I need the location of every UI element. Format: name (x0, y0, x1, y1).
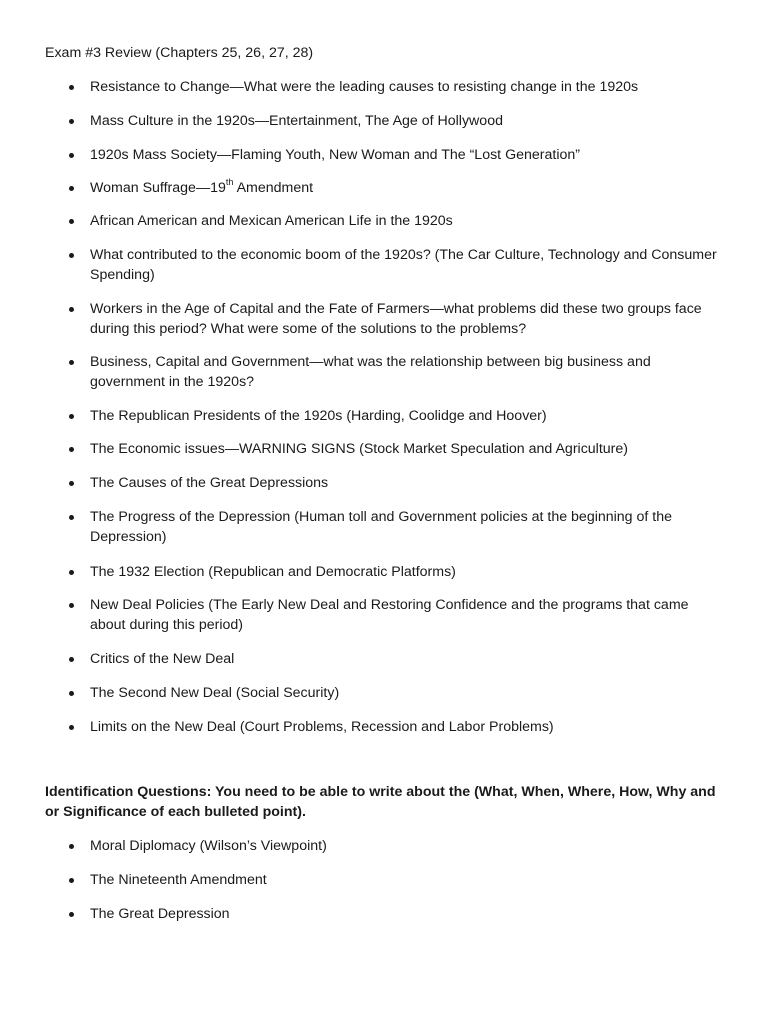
suffrage-text: Woman Suffrage—19 (90, 180, 226, 196)
list-item: The Republican Presidents of the 1920s (Harding, Coolidge and Hoover) (90, 406, 720, 426)
identification-heading: Identification Questions: You need to be able to write about the (What, When, Where, How, Why and or Significance of each bulleted point). (45, 784, 716, 820)
list-item: African American and Mexican American Life in the 1920s (90, 211, 720, 231)
suffrage-tail: Amendment (233, 180, 314, 196)
list-item: 1920s Mass Society—Flaming Youth, New Woman and The “Lost Generation” (90, 145, 720, 165)
page-title: Exam #3 Review (Chapters 25, 26, 27, 28) (45, 45, 314, 61)
list-item: What contributed to the economic boom of the 1920s? (The Car Culture, Technology and Consumer Spending) (90, 245, 720, 285)
list-item: The Nineteenth Amendment (90, 870, 720, 890)
list-item: Resistance to Change—What were the leading causes to resisting change in the 1920s (90, 77, 720, 97)
list-item: Workers in the Age of Capital and the Fate of Farmers—what problems did these two groups face during this period? What were some of the solutions to the problems? (90, 299, 720, 339)
list-item: The Progress of the Depression (Human toll and Government policies at the beginning of the Depression) (90, 507, 720, 547)
list-item: The Economic issues—WARNING SIGNS (Stock Market Speculation and Agriculture) (90, 439, 720, 459)
list-item: The Second New Deal (Social Security) (90, 683, 720, 703)
list-item: Business, Capital and Government—what was the relationship between big business and government in the 1920s? (90, 352, 720, 392)
list-item: New Deal Policies (The Early New Deal and Restoring Confidence and the programs that came about during this period) (90, 595, 720, 635)
list-item: Limits on the New Deal (Court Problems, Recession and Labor Problems) (90, 717, 720, 737)
list-item: The Causes of the Great Depressions (90, 473, 720, 493)
list-item: Mass Culture in the 1920s—Entertainment, The Age of Hollywood (90, 111, 720, 131)
superscript: th (225, 177, 234, 188)
list-item: Moral Diplomacy (Wilson’s Viewpoint) (90, 836, 720, 856)
list-item-suffrage (90, 178, 720, 198)
list-item: The Great Depression (90, 904, 720, 924)
list-item: Critics of the New Deal (90, 649, 720, 669)
list-item: The 1932 Election (Republican and Democratic Platforms) (90, 562, 720, 582)
